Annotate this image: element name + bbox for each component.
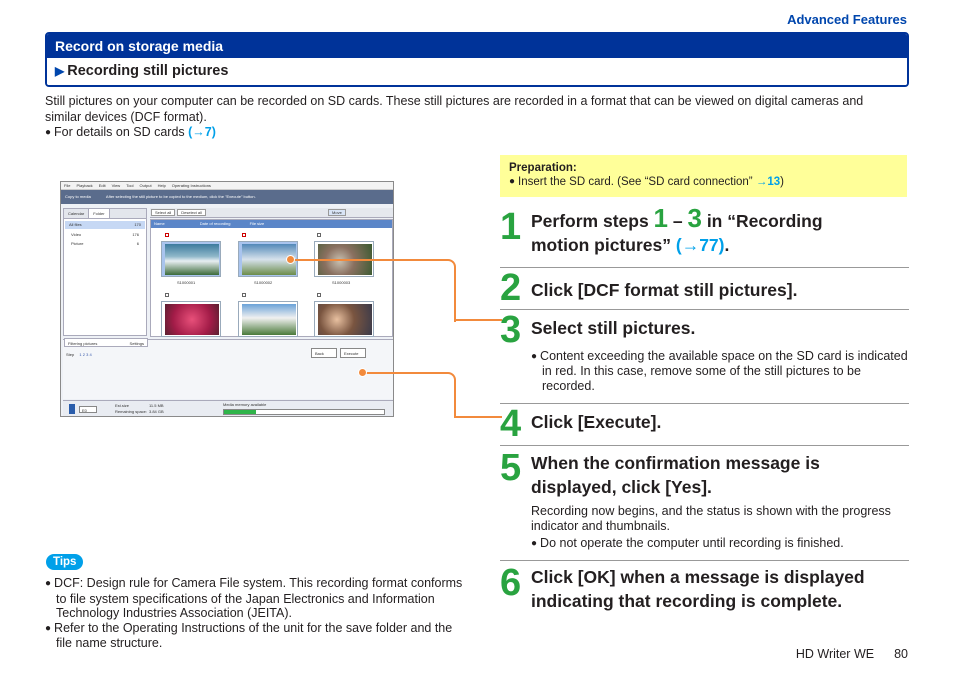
tree-count: 170 <box>134 222 141 227</box>
column-header <box>151 220 392 228</box>
tree-item-all <box>65 221 145 229</box>
step-number: 2 <box>500 267 522 309</box>
callout-dot <box>358 368 367 377</box>
menu-item: Playback <box>76 183 93 188</box>
tip-item <box>45 621 465 651</box>
banner-title: Record on storage media <box>47 34 907 58</box>
step-5 <box>500 446 909 558</box>
step-bullet-text: Do not operate the computer until recording is finished. <box>540 536 844 550</box>
media-progress-fill <box>224 410 256 414</box>
callout-line-step4 <box>362 372 456 418</box>
menu-bar <box>61 182 393 190</box>
filter-settings-button: Settings <box>129 341 144 346</box>
step-number: 4 <box>500 403 522 445</box>
menu-item: Operating Instructions <box>171 183 211 188</box>
title-banner <box>45 32 909 87</box>
col-date: Date of recording <box>199 221 231 226</box>
step-1 <box>500 203 909 266</box>
step-title-line: Click [OK] when a message is displayed <box>531 567 865 587</box>
section-header: Advanced Features <box>787 12 907 27</box>
menu-item: Edit <box>98 183 106 188</box>
filter-row <box>64 338 148 347</box>
checkbox <box>317 233 321 237</box>
step-num: 2 <box>82 352 85 357</box>
tree-label: All files <box>69 222 82 227</box>
intro-bullet-text: For details on SD cards <box>54 125 189 139</box>
step-number: 1 <box>500 206 522 248</box>
app-title: Copy to media <box>65 194 91 199</box>
app-bottom-area <box>63 339 393 399</box>
back-button: Back <box>311 348 337 358</box>
media-label: Media memory available <box>223 402 267 407</box>
col-size: File size <box>249 221 265 226</box>
intro-text: Still pictures on your computer can be recorded on SD cards. These still pictures are recorded in a format that can be viewed on digital cameras and similar devices (DCF format). <box>45 94 864 124</box>
callout-line-step3 <box>290 259 456 322</box>
step-num: 3 <box>86 352 89 357</box>
menu-item: Help <box>157 183 166 188</box>
tips-badge: Tips <box>46 554 83 570</box>
step-title <box>531 565 865 613</box>
select-all-button: Select all <box>151 209 175 216</box>
callout-line-step4-tail <box>454 416 502 418</box>
step-num: 1 <box>79 352 82 357</box>
page-number: 80 <box>894 647 908 661</box>
tab-calendar: Calendar <box>64 209 89 218</box>
bullet-icon: ● <box>531 351 538 362</box>
tree-count: 176 <box>132 232 139 237</box>
step-3 <box>500 310 909 402</box>
app-instruction: After selecting the still picture to be copied to the medium, click the "Execute" button. <box>105 194 256 199</box>
checkbox <box>165 293 169 297</box>
step-title-text: motion pictures” <box>531 235 676 255</box>
banner-subtitle-row <box>47 58 907 87</box>
step-title: Click [Execute]. <box>531 412 662 432</box>
step-title-line: When the confirmation message is <box>531 453 820 473</box>
menu-item: Tool <box>126 183 134 188</box>
checkbox <box>242 293 246 297</box>
preparation-box <box>500 155 907 197</box>
step-4 <box>500 404 909 444</box>
step-title-text: – <box>668 211 688 231</box>
step-title-text: in “Recording <box>701 211 823 231</box>
page-link-7[interactable]: (→7) <box>188 125 216 139</box>
tree-label: Picture <box>71 241 84 246</box>
footer-product: HD Writer WE <box>795 647 875 661</box>
tree-count: 6 <box>136 241 139 246</box>
callout-line-step3-tail <box>454 319 502 321</box>
step-title: Click [DCF format still pictures]. <box>531 280 798 300</box>
col-name: Name <box>154 221 165 226</box>
page-link-13[interactable]: →13 <box>755 176 781 188</box>
file-name: S1000003 <box>332 280 351 285</box>
bullet-icon: ● <box>45 578 52 589</box>
step-number: 5 <box>500 447 522 489</box>
tip-item <box>45 576 465 621</box>
step-title-text: . <box>724 235 730 255</box>
tip-text: DCF: Design rule for Camera File system. This recording format conforms to file system specifications of the Japan Electronics and Information Technology Industries Association (JEITA). <box>54 576 463 620</box>
remaining-value: 3.84 GB <box>149 409 164 414</box>
photo-image <box>165 244 219 275</box>
preparation-text: Insert the SD card. (See “SD card connection” <box>518 176 756 188</box>
execute-button: Execute <box>340 348 366 358</box>
step-6 <box>500 561 909 621</box>
est-size-value: 11.5 MB <box>149 403 164 408</box>
step-title: Select still pictures. <box>531 318 696 338</box>
step-title-line: displayed, click [Yes]. <box>531 477 712 497</box>
step-2 <box>500 268 909 308</box>
deselect-all-button: Deselect all <box>177 209 206 216</box>
app-toolbar <box>150 208 393 218</box>
step-note <box>531 349 909 394</box>
file-name: S1000002 <box>254 280 273 285</box>
step-num: 4 <box>89 352 92 357</box>
bullet-icon: ● <box>531 538 538 549</box>
drive-select: E0 <box>79 406 97 413</box>
step-title-text: Perform steps <box>531 211 654 231</box>
banner-subtitle: Recording still pictures <box>67 63 229 79</box>
menu-item: Output <box>139 183 152 188</box>
app-title-bar <box>61 190 393 204</box>
step-title <box>531 203 823 257</box>
step-number: 3 <box>500 309 522 351</box>
step-note-text: Content exceeding the available space on the SD card is indicated in red. In this case, remove some of the still pictures to be recorded. <box>540 349 908 393</box>
pane-tabs <box>64 209 146 219</box>
menu-item: File <box>64 183 71 188</box>
tip-text: Refer to the Operating Instructions of the unit for the save folder and the file name structure. <box>54 620 453 650</box>
move-button: Move <box>328 209 346 216</box>
callout-dot <box>286 255 295 264</box>
step-note: Recording now begins, and the status is shown with the progress indicator and thumbnails. <box>531 504 891 533</box>
preparation-item <box>509 175 898 189</box>
step-title-line: indicating that recording is complete. <box>531 591 843 611</box>
photo-image <box>242 304 296 335</box>
inline-step-number: 1 <box>653 203 669 233</box>
sd-card-icon <box>69 404 75 414</box>
intro-bullet <box>45 125 216 139</box>
tree-item-picture <box>65 240 145 248</box>
tree-label: Video <box>71 232 82 237</box>
bullet-icon: ● <box>45 127 52 138</box>
checkbox-checked <box>242 233 246 237</box>
filter-label: Filtering pictures <box>68 341 98 346</box>
remaining-label: Remaining space: <box>115 409 148 414</box>
photo-image <box>165 304 219 335</box>
footer <box>796 647 908 661</box>
tree-item-video <box>65 231 145 239</box>
preparation-tail: ) <box>780 176 784 188</box>
thumbnail <box>161 301 221 337</box>
tab-folder: Folder <box>89 209 109 218</box>
step-bullet <box>531 536 909 551</box>
media-progress-bar <box>223 409 385 415</box>
bullet-icon: ● <box>509 176 516 187</box>
step-indicator <box>66 352 92 357</box>
file-name: S1000001 <box>177 280 196 285</box>
status-bar <box>63 400 393 417</box>
est-size-label: Est.size <box>115 403 130 408</box>
thumbnail <box>238 301 298 337</box>
triangle-icon: ▶ <box>55 64 65 78</box>
tips-list <box>45 576 465 651</box>
step-label: Step <box>66 352 75 357</box>
step-number: 6 <box>500 562 522 604</box>
page-link-77[interactable]: (→77) <box>675 235 725 255</box>
inline-step-number: 3 <box>687 203 702 233</box>
folder-pane <box>63 208 147 336</box>
menu-item: View <box>111 183 121 188</box>
preparation-heading: Preparation: <box>509 162 577 174</box>
bullet-icon: ● <box>45 622 52 634</box>
step-title <box>531 451 820 499</box>
thumbnail <box>161 241 221 277</box>
